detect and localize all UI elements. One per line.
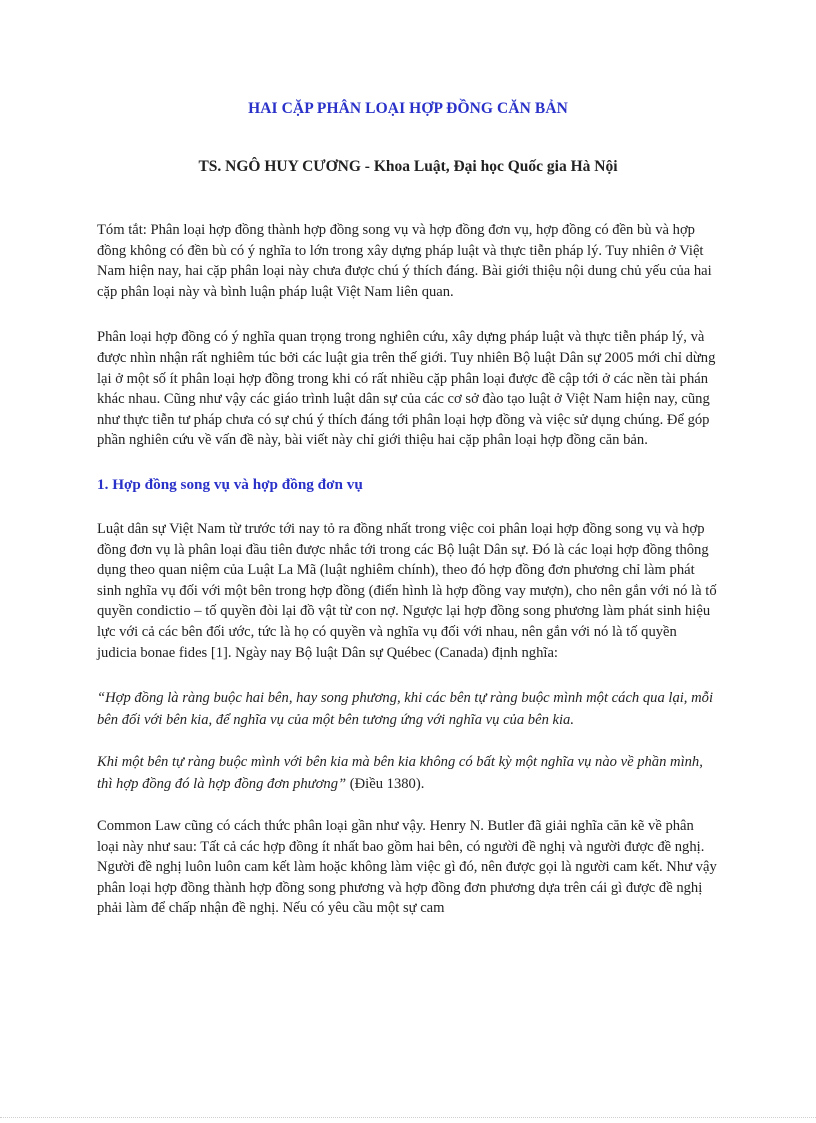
document-author: TS. NGÔ HUY CƯƠNG - Khoa Luật, Đại học Quốc gia Hà Nội <box>198 158 618 175</box>
article-reference: (Điều 1380). <box>346 775 425 792</box>
section-heading: 1. Hợp đồng song vụ và hợp đồng đơn vụ <box>97 475 363 493</box>
section-paragraph: Luật dân sự Việt Nam từ trước tới nay tỏ ra đồng nhất trong việc coi phân loại hợp đồng song vụ và hợp đồng đơn vụ là phân loại đầu tiên được nhắc tới trong các Bộ luật Dân sự. Đó là các loại hợp đồng thông dụng theo quan niệm của Luật La Mã (luật nghiêm chính), theo đó hợp đồng đơn phương chỉ làm phát sinh nghĩa vụ đối với một bên trong hợp đồng (điển hình là hợp đồng vay mượn), cho nên gắn với nó là tố quyền condictio – tố quyền đòi lại đồ vật từ con nợ. Ngược lại hợp đồng song phương làm phát sinh hiệu lực với cả các bên đối ước, tức là họ có quyền và nghĩa vụ đối với nhau, nên gắn với nó là tố quyền judicia bonae fides [1]. Ngày nay Bộ luật Dân sự Québec (Canada) định nghĩa: <box>97 520 717 661</box>
quote-text: Khi một bên tự ràng buộc mình với bên kia mà bên kia không có bất kỳ một nghĩa vụ nào về phần mình, thì hợp đồng đó là hợp đồng đơn phương” <box>97 754 703 792</box>
abstract-paragraph: Tóm tắt: Phân loại hợp đồng thành hợp đồng song vụ và hợp đồng đơn vụ, hợp đồng có đền bù và hợp đồng không có đền bù có ý nghĩa to lớn trong xây dựng pháp luật và thực tiễn pháp lý. Tuy nhiên ở Việt Nam hiện nay, hai cặp phân loại này chưa được chú ý thích đáng. Bài giới thiệu nội dung chủ yếu của hai cặp phân loại này và bình luận pháp luật Việt Nam liên quan. <box>97 222 712 300</box>
quote-paragraph-second <box>97 752 719 795</box>
common-law-paragraph: Common Law cũng có cách thức phân loại gần như vậy. Henry N. Butler đã giải nghĩa căn kẽ về phân loại này như sau: Tất cả các hợp đồng ít nhất bao gồm hai bên, có người đề nghị và người được đề nghị. Người đề nghị luôn luôn cam kết làm hoặc không làm việc gì đó, nên được gọi là người cam kết. Như vậy phân loại hợp đồng thành hợp đồng song phương và hợp đồng đơn phương dựa trên cái gì được đề nghị phải làm để chấp nhận đề nghị. Nếu có yêu cầu một sự cam <box>97 818 717 917</box>
page-bottom-rule <box>0 1117 816 1118</box>
document-page <box>97 100 719 944</box>
quote-paragraph: “Hợp đồng là ràng buộc hai bên, hay song phương, khi các bên tự ràng buộc mình một cách qua lại, mỗi bên đối với bên kia, để nghĩa vụ của một bên tương ứng với nghĩa vụ của bên kia. <box>97 690 713 728</box>
intro-paragraph: Phân loại hợp đồng có ý nghĩa quan trọng trong nghiên cứu, xây dựng pháp luật và thực tiễn pháp lý, và được nhìn nhận rất nghiêm túc bởi các luật gia trên thế giới. Tuy nhiên Bộ luật Dân sự 2005 mới chỉ dừng lại ở một số ít phân loại hợp đồng trong khi có rất nhiều cặp phân loại được đề cập tới ở các nền tài phán khác nhau. Cũng như vậy các giáo trình luật dân sự của các cơ sở đào tạo luật ở Việt Nam hiện nay, cũng như thực tiễn tư pháp chưa có sự chú ý thích đáng tới phân loại hợp đồng và việc sử dụng chúng. Để góp phần nghiên cứu về vấn đề này, bài viết này chỉ giới thiệu hai cặp phân loại hợp đồng căn bản. <box>97 329 716 449</box>
document-title: HAI CẶP PHÂN LOẠI HỢP ĐỒNG CĂN BẢN <box>248 100 568 117</box>
